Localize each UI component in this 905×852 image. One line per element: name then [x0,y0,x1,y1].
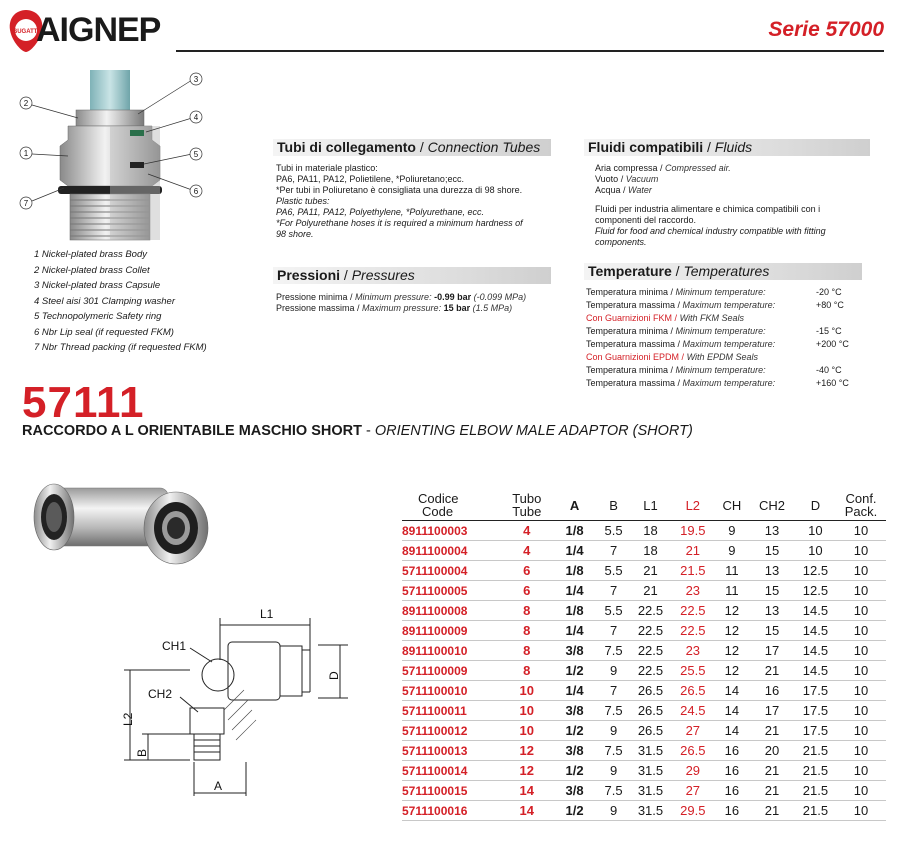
temp-row: Temperatura minima / Minimum temperature: -20 °C [586,287,842,297]
fluid-en: Water [628,185,652,195]
dim-label-b: B [135,748,149,757]
cell-tube: 8 [502,601,552,621]
cell-code: 8911100008 [402,601,502,621]
tubes-line: *Per tubi in Poliuretano è consigliata una durezza di 98 shore. [276,185,523,195]
cell-pack: 10 [836,561,886,581]
cell-l2: 23 [671,641,714,661]
cell-l1: 21 [630,581,671,601]
cell-b: 9 [597,661,630,681]
cell-b: 9 [597,721,630,741]
cell-ch: 16 [715,781,750,801]
cell-b: 7.5 [597,641,630,661]
dim-label-l1: L1 [260,607,274,621]
cell-a: 1/2 [552,721,598,741]
cell-a: 1/4 [552,621,598,641]
product-description: RACCORDO A L ORIENTABILE MASCHIO SHORT - ORIENTING ELBOW MALE ADAPTOR (SHORT) [22,423,693,439]
cell-ch: 11 [715,561,750,581]
temp-epdm-min: -40 °C [816,365,842,375]
cell-code: 5711100004 [402,561,502,581]
table-row [402,601,886,621]
table-row [402,561,886,581]
cell-tube: 6 [502,561,552,581]
cell-ch2: 21 [749,801,795,821]
cell-code: 5711100005 [402,581,502,601]
temp-row: Temperatura massima / Maximum temperature: +80 °C [586,300,844,310]
cell-ch: 12 [715,601,750,621]
fluid-row: Vuoto / Vacuum [595,174,659,184]
tubes-line: PA6, PA11, PA12, Polietilene, *Poliuretano;ecc. [276,174,464,184]
cell-l1: 21 [630,561,671,581]
table-row [402,701,886,721]
table-row [402,741,886,761]
cell-ch2: 21 [749,661,795,681]
epdm-label: Con Guarnizioni EPDM [586,352,680,362]
tubes-line: Tubi in materiale plastico: [276,163,378,173]
cell-l1: 26.5 [630,701,671,721]
cell-d: 21.5 [795,761,836,781]
cell-l2: 29 [671,761,714,781]
cell-b: 7.5 [597,741,630,761]
temp-row: Temperatura massima / Maximum temperature: +160 °C [586,378,849,388]
cell-pack: 10 [836,761,886,781]
fluid-en: Compressed air. [665,163,731,173]
cell-l1: 31.5 [630,761,671,781]
cell-d: 10 [795,541,836,561]
tubes-line: 98 shore. [276,229,314,239]
cell-code: 5711100015 [402,781,502,801]
col-header-a: A [552,490,598,521]
cell-ch: 14 [715,721,750,741]
cell-code: 8911100003 [402,521,502,541]
cell-ch: 9 [715,541,750,561]
cell-a: 1/2 [552,661,598,681]
cell-code: 8911100009 [402,621,502,641]
cell-ch: 9 [715,521,750,541]
cell-d: 12.5 [795,581,836,601]
legend-item: 1 Nickel-plated brass Body [34,249,147,260]
cell-ch2: 17 [749,641,795,661]
cell-code: 5711100012 [402,721,502,741]
cell-a: 1/8 [552,561,598,581]
cell-l1: 31.5 [630,781,671,801]
cell-a: 1/4 [552,681,598,701]
cell-d: 21.5 [795,741,836,761]
legend-item: 3 Nickel-plated brass Capsule [34,280,161,291]
table-row [402,541,886,561]
tubes-section-bar: Tubi di collegamento / Connection Tubes [273,139,551,156]
cell-pack: 10 [836,621,886,641]
cell-tube: 14 [502,781,552,801]
pressure-max-label: Pressione massima [276,303,355,313]
cell-a: 3/8 [552,641,598,661]
dim-label-d: D [327,671,341,680]
cell-d: 17.5 [795,681,836,701]
cell-pack: 10 [836,661,886,681]
cell-l2: 26.5 [671,681,714,701]
pressures-title: Pressioni [277,267,341,283]
cell-pack: 10 [836,741,886,761]
cell-ch2: 21 [749,721,795,741]
fluids-food-line: Fluidi per industria alimentare e chimica compatibili con i [595,204,821,214]
cell-ch2: 13 [749,521,795,541]
callout-6: 6 [193,187,199,196]
cell-ch: 14 [715,701,750,721]
cell-code: 5711100013 [402,741,502,761]
legend-item: 4 Steel aisi 301 Clamping washer [34,295,175,307]
dim-label-a: A [214,779,223,793]
cell-l1: 22.5 [630,601,671,621]
svg-text:BUGATTI: BUGATTI [12,29,40,35]
col-header-ch: CH [715,490,750,521]
cell-code: 5711100014 [402,761,502,781]
cell-code: 5711100010 [402,681,502,701]
pressure-max-row: Pressione massima / Maximum pressure: 15 bar (1.5 MPa) [276,303,513,313]
cell-pack: 10 [836,701,886,721]
cell-l1: 31.5 [630,801,671,821]
cell-ch: 12 [715,621,750,641]
cell-d: 17.5 [795,721,836,741]
cell-b: 7.5 [597,781,630,801]
callout-2: 2 [23,99,29,108]
temp-label-en: Minimum temperature: [675,326,766,336]
fluid-it: Vuoto [595,174,619,184]
cell-l2: 27 [671,781,714,801]
cell-pack: 10 [836,541,886,561]
cell-tube: 6 [502,581,552,601]
cell-d: 14.5 [795,601,836,621]
cell-tube: 4 [502,541,552,561]
table-row [402,801,886,821]
cell-b: 5.5 [597,521,630,541]
cell-tube: 10 [502,681,552,701]
callout-7: 7 [23,199,29,208]
cell-l1: 26.5 [630,681,671,701]
cell-l2: 27 [671,721,714,741]
callout-1: 1 [23,149,29,158]
fluid-it: Acqua [595,185,621,195]
cell-ch2: 21 [749,781,795,801]
cutaway-illustration [10,70,240,245]
legend-item: 7 Nbr Thread packing (if requested FKM) [34,342,207,353]
table-row [402,641,886,661]
temperatures-text [586,286,876,390]
cell-l1: 18 [630,521,671,541]
cell-ch2: 17 [749,701,795,721]
cell-ch2: 15 [749,621,795,641]
tubes-title: Tubi di collegamento [277,139,416,155]
temp-label-en: Maximum temperature: [682,378,776,388]
col-header-d: D [795,490,836,521]
cell-pack: 10 [836,521,886,541]
table-row [402,761,886,781]
temp-std-min: -20 °C [816,287,842,297]
cell-pack: 10 [836,781,886,801]
cell-pack: 10 [836,801,886,821]
col-header-tube: Tubo Tube [502,490,552,521]
col-header-ch2: CH2 [749,490,795,521]
callout-3: 3 [193,75,199,84]
pressure-min-row: Pressione minima / Minimum pressure: -0.99 bar (-0.099 MPa) [276,292,527,302]
cell-tube: 10 [502,701,552,721]
cell-tube: 8 [502,641,552,661]
cell-tube: 10 [502,721,552,741]
cell-d: 12.5 [795,561,836,581]
dim-label-ch2: CH2 [148,687,173,701]
cell-ch: 12 [715,641,750,661]
temp-label-en: Minimum temperature: [675,287,766,297]
table-row [402,781,886,801]
cell-b: 5.5 [597,561,630,581]
brand-name: AIGNEP [36,11,161,49]
cell-b: 7 [597,621,630,641]
cell-l1: 31.5 [630,741,671,761]
temp-label: Temperatura minima [586,287,669,297]
cell-d: 10 [795,521,836,541]
tubes-text [276,163,566,240]
table-row [402,521,886,541]
fluids-title: Fluidi compatibili [588,139,704,155]
cell-tube: 12 [502,741,552,761]
spec-table [402,490,886,821]
cell-ch: 16 [715,801,750,821]
fluids-food-line: componenti del raccordo. [595,215,697,225]
cell-a: 1/2 [552,801,598,821]
cell-code: 5711100016 [402,801,502,821]
temp-label: Temperatura massima [586,339,676,349]
temp-row: Temperatura minima / Minimum temperature: -40 °C [586,365,842,375]
product-code: 57111 [22,378,145,427]
series-label: Serie 57000 [768,18,884,41]
cell-code: 5711100009 [402,661,502,681]
cell-code: 8911100010 [402,641,502,661]
table-row [402,581,886,601]
dim-label-l2: L2 [121,712,135,726]
legend-item: 6 Nbr Lip seal (if requested FKM) [34,326,174,338]
fluids-section-bar: Fluidi compatibili / Fluids [584,139,870,156]
cell-code: 8911100004 [402,541,502,561]
cell-b: 7.5 [597,701,630,721]
product-desc-en: ORIENTING ELBOW MALE ADAPTOR (SHORT) [374,423,693,439]
pressure-min-label-en: Minimum pressure: [355,292,432,302]
temp-fkm-max: +200 °C [816,339,849,349]
cell-l2: 19.5 [671,521,714,541]
cell-a: 3/8 [552,781,598,801]
cell-b: 7 [597,541,630,561]
temp-fkm-min: -15 °C [816,326,842,336]
temperatures-section-bar: Temperature / Temperatures [584,263,862,280]
cell-ch2: 15 [749,541,795,561]
pressure-max-label-en: Maximum pressure: [362,303,442,313]
cell-ch2: 21 [749,761,795,781]
epdm-label-en: With EPDM Seals [686,352,758,362]
table-row [402,721,886,741]
cell-l1: 22.5 [630,641,671,661]
cell-a: 1/8 [552,521,598,541]
cell-a: 3/8 [552,741,598,761]
technical-drawing [120,600,360,800]
cell-d: 14.5 [795,641,836,661]
cell-pack: 10 [836,721,886,741]
table-row [402,621,886,641]
col-header-pack: Conf. Pack. [836,490,886,521]
cell-b: 9 [597,801,630,821]
temp-row: Temperatura minima / Minimum temperature: -15 °C [586,326,842,336]
cell-a: 3/8 [552,701,598,721]
temp-label-en: Maximum temperature: [682,300,776,310]
pressure-max-mpa: (1.5 MPa) [472,303,513,313]
cell-ch2: 13 [749,561,795,581]
table-row [402,661,886,681]
cell-a: 1/4 [552,541,598,561]
cell-a: 1/4 [552,581,598,601]
cell-d: 21.5 [795,781,836,801]
cell-ch: 11 [715,581,750,601]
spec-table-body [402,521,886,821]
cell-l2: 23 [671,581,714,601]
cell-ch: 16 [715,741,750,761]
fluid-it: Aria compressa [595,163,658,173]
fkm-heading: Con Guarnizioni FKM / With FKM Seals [586,313,744,323]
temp-label: Temperatura massima [586,300,676,310]
dim-label-ch1: CH1 [162,639,187,653]
fluids-food-line: components. [595,237,647,247]
legend-item: 2 Nickel-plated brass Collet [34,264,150,276]
temp-row: Temperatura massima / Maximum temperature: +200 °C [586,339,849,349]
col-header-l1: L1 [630,490,671,521]
cell-tube: 14 [502,801,552,821]
cell-ch2: 13 [749,601,795,621]
cell-tube: 4 [502,521,552,541]
cell-ch2: 15 [749,581,795,601]
pressure-min-mpa: (-0.099 MPa) [473,292,527,302]
product-photo [18,470,218,580]
pressure-max-value: 15 bar [443,303,471,313]
temp-label: Temperatura minima [586,326,669,336]
cell-l1: 18 [630,541,671,561]
cell-l2: 22.5 [671,621,714,641]
cell-l2: 24.5 [671,701,714,721]
cell-l2: 29.5 [671,801,714,821]
cell-l2: 22.5 [671,601,714,621]
temperatures-title-en: Temperatures [683,263,770,279]
cell-pack: 10 [836,641,886,661]
cell-l1: 26.5 [630,721,671,741]
col-header-code: Codice Code [402,490,502,521]
cell-d: 21.5 [795,801,836,821]
cell-l2: 21.5 [671,561,714,581]
cell-tube: 8 [502,621,552,641]
pressures-title-en: Pressures [351,267,415,283]
cell-code: 5711100011 [402,701,502,721]
cell-pack: 10 [836,601,886,621]
pressure-min-label: Pressione minima [276,292,348,302]
temp-label: Temperatura massima [586,378,676,388]
tubes-title-en: Connection Tubes [427,139,541,155]
fluids-food-line: Fluid for food and chemical industry compatible with fitting [595,226,826,236]
cell-b: 5.5 [597,601,630,621]
cell-l1: 22.5 [630,621,671,641]
tubes-line: *For Polyurethane hoses it is required a minimum hardness of [276,218,523,228]
components-legend [34,247,254,356]
fluids-title-en: Fluids [714,139,753,155]
cell-ch2: 20 [749,741,795,761]
cell-l1: 22.5 [630,661,671,681]
cell-ch: 12 [715,661,750,681]
cell-l2: 21 [671,541,714,561]
fluid-row: Aria compressa / Compressed air. [595,163,731,173]
cell-d: 17.5 [795,701,836,721]
temp-label-en: Maximum temperature: [682,339,776,349]
cell-ch: 14 [715,681,750,701]
callout-4: 4 [193,113,199,122]
table-row [402,681,886,701]
cell-a: 1/2 [552,761,598,781]
cell-b: 7 [597,681,630,701]
table-header-row [402,490,886,521]
cell-ch2: 16 [749,681,795,701]
fkm-label-en: With FKM Seals [679,313,744,323]
fluids-text [595,163,880,248]
pressures-section-bar: Pressioni / Pressures [273,267,551,284]
temp-std-max: +80 °C [816,300,844,310]
col-header-l2: L2 [671,490,714,521]
cell-a: 1/8 [552,601,598,621]
cell-d: 14.5 [795,661,836,681]
pressures-text [276,292,566,314]
cell-l2: 25.5 [671,661,714,681]
cell-b: 9 [597,761,630,781]
fluid-en: Vacuum [625,174,659,184]
cell-d: 14.5 [795,621,836,641]
header-rule [176,50,884,52]
temp-epdm-max: +160 °C [816,378,849,388]
tubes-line: Plastic tubes: [276,196,330,206]
temp-label: Temperatura minima [586,365,669,375]
product-desc-it: RACCORDO A L ORIENTABILE MASCHIO SHORT [22,423,362,439]
temperatures-title: Temperature [588,263,672,279]
temp-label-en: Minimum temperature: [675,365,766,375]
cell-l2: 26.5 [671,741,714,761]
callout-5: 5 [193,150,199,159]
cell-tube: 12 [502,761,552,781]
cell-ch: 16 [715,761,750,781]
epdm-heading: Con Guarnizioni EPDM / With EPDM Seals [586,352,758,362]
fluid-row: Acqua / Water [595,185,652,195]
cell-pack: 10 [836,681,886,701]
col-header-b: B [597,490,630,521]
fkm-label: Con Guarnizioni FKM [586,313,673,323]
pressure-min-value: -0.99 bar [434,292,472,302]
cell-pack: 10 [836,581,886,601]
tubes-line: PA6, PA11, PA12, Polyethylene, *Polyurethane, ecc. [276,207,484,217]
cell-tube: 8 [502,661,552,681]
cell-b: 7 [597,581,630,601]
legend-item: 5 Technopolymeric Safety ring [34,311,162,322]
